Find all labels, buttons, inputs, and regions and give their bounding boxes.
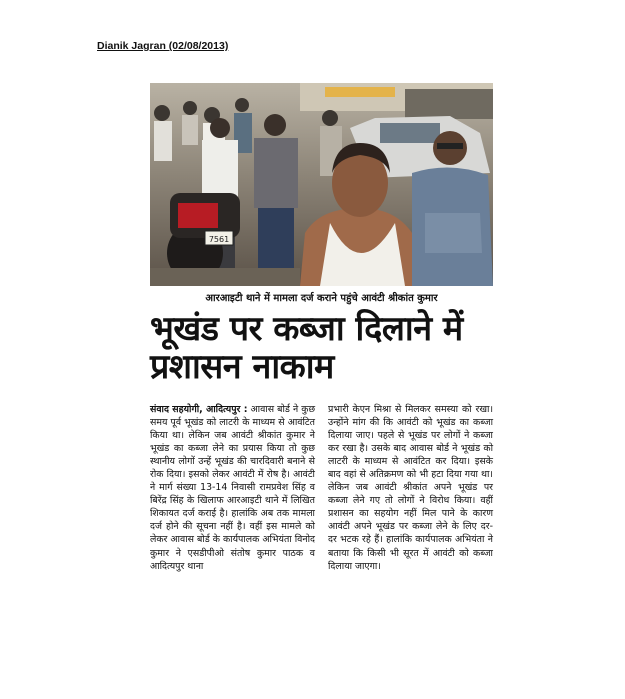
headline	[150, 310, 500, 386]
article-text-right: प्रभारी केएन मिश्रा से मिलकर समस्या को रखा। उन्होंने मांग की कि आवंटी को भूखंड का कब्जा दिलाया जाए। पहले से भूखंड पर लोगों ने कब्जा कर रखा है। उसके बाद आवास बोर्ड ने भूखंड को लाटरी के माध्यम से आवंटित कर दिया। इसके बाद वहां से अतिक्रमण को भी हटा दिया गया था। लेकिन जब आवंटी श्रीकांत अपने भूखंड पर कब्जा लेने गए तो लोगों ने विरोध किया। वहीं प्रशासन का सहयोग नहीं मिल पाने के कारण आवंटी अपने भूखंड पर कब्जा लेने के लिए दर-दर भटक रहे हैं। हालांकि कार्यपालक अभियंता ने बताया कि किसी भी सूरत में आवंटी को कब्जा दिलाया जाएगा।	[328, 404, 493, 572]
headline-line-2: प्रशासन नाकाम	[150, 347, 334, 387]
article-column-right	[328, 403, 493, 573]
number-plate: 7561	[208, 235, 230, 244]
headline-line-1: भूखंड पर कब्जा दिलाने में	[150, 309, 463, 349]
photo-caption: आरआइटी थाने में मामला दर्ज कराने पहुंचे आवंटी श्रीकांत कुमार	[205, 293, 438, 304]
news-photo	[150, 83, 493, 286]
article-column-left	[150, 403, 315, 573]
article-text-left: आवास बोर्ड ने कुछ समय पूर्व भूखंड को लाटरी के माध्यम से आवंटित किया था। लेकिन जब आवंटी श्रीकांत कुमार ने भूखंड का कब्जा लेने का प्रयास किया तो कुछ स्थानीय लोगों उन्हें भूखंड की चारदिवारी बनाने से रोक दिया। इसको लेकर आवंटी में रोष है। आवंटी ने मार्ग संख्या 13-14 निवासी रामप्रवेश सिंह व बिरेंद्र सिंह के खिलाफ आरआइटी थाने में लिखित शिकायत दर्ज कराई है। हालांकि अब तक मामला दर्ज होने की सूचना नहीं है। वहीं इस मामले को लेकर आवास बोर्ड के कार्यपालक अभियंता विनोद कुमार ने एसडीपीओ संतोष कुमार पाठक व आदित्यपुर थाना	[150, 404, 316, 572]
source-line: Dianik Jagran (02/08/2013)	[97, 40, 229, 52]
byline: संवाद सहयोगी, आदित्यपुर :	[150, 404, 248, 415]
